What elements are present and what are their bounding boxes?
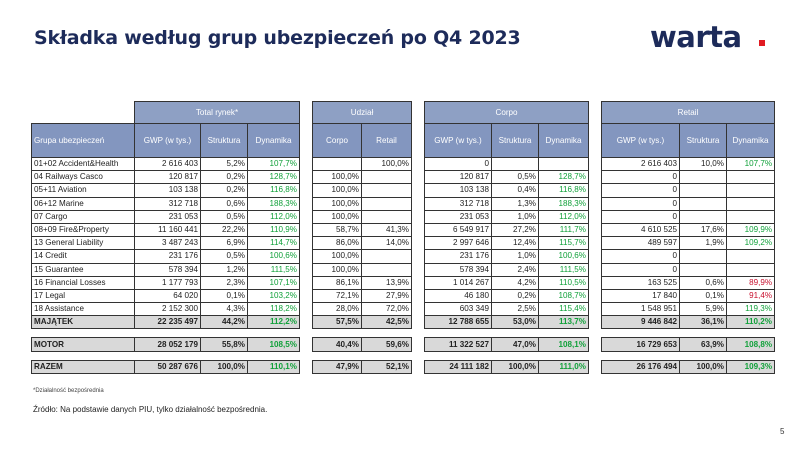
table-cell: 109,2% [727, 237, 775, 250]
table-cell: 108,1% [539, 338, 589, 351]
table-cell [680, 263, 727, 276]
table-cell: 50 287 676 [135, 360, 201, 373]
table-cell: 489 597 [602, 237, 680, 250]
table-cell: 4 610 525 [602, 223, 680, 236]
table-cell: 22 235 497 [135, 316, 201, 329]
table-cell: 116,8% [539, 184, 589, 197]
page-number: 5 [780, 427, 785, 436]
table-cell: 100,0% [680, 360, 727, 373]
table-cell: 16 729 653 [602, 338, 680, 351]
table-cell: 63,9% [680, 338, 727, 351]
table-row [32, 171, 775, 184]
table-cell: 0,1% [680, 289, 727, 302]
table-cell: 128,7% [539, 171, 589, 184]
table-cell: 111,7% [539, 223, 589, 236]
table-cell: 59,6% [362, 338, 412, 351]
row-label: RAZEM [32, 360, 135, 373]
table-cell [727, 184, 775, 197]
table-cell: 5,2% [201, 158, 248, 171]
table-cell: 0 [602, 184, 680, 197]
table-cell: 108,5% [248, 338, 300, 351]
table-cell: 107,7% [248, 158, 300, 171]
table-cell: 100,0% [313, 263, 362, 276]
table-cell: 6,9% [201, 237, 248, 250]
table-cell [727, 171, 775, 184]
row-label: 07 Cargo [32, 210, 135, 223]
logo-dot-icon [759, 40, 765, 46]
table-cell: 110,1% [248, 360, 300, 373]
table-cell: 119,3% [727, 303, 775, 316]
header-retail-gwp: GWP (w tys.) [602, 124, 680, 158]
warta-logo: warta [650, 20, 742, 54]
table-cell: 111,5% [539, 263, 589, 276]
table-cell: 1 014 267 [425, 276, 492, 289]
table-cell [727, 250, 775, 263]
table-cell: 2,5% [492, 303, 539, 316]
table-row [32, 237, 775, 250]
table-cell: 1,9% [680, 237, 727, 250]
table-cell: 27,2% [492, 223, 539, 236]
column-header-row [32, 124, 775, 158]
table-row [32, 223, 775, 236]
table-cell [492, 158, 539, 171]
table-cell: 108,7% [539, 289, 589, 302]
table-cell: 47,0% [492, 338, 539, 351]
table-cell: 9 446 842 [602, 316, 680, 329]
table-cell: 128,7% [248, 171, 300, 184]
table-cell [680, 210, 727, 223]
table-cell: 4,3% [201, 303, 248, 316]
table-cell: 0 [602, 210, 680, 223]
table-cell: 103 138 [135, 184, 201, 197]
table-cell: 89,9% [727, 276, 775, 289]
table-cell: 112,2% [248, 316, 300, 329]
row-label: MOTOR [32, 338, 135, 351]
table-cell: 231 053 [135, 210, 201, 223]
header-corpo-dynamics: Dynamika [539, 124, 589, 158]
table-cell: 28 052 179 [135, 338, 201, 351]
table-cell: 40,4% [313, 338, 362, 351]
table-cell [680, 250, 727, 263]
table-cell: 312 718 [135, 197, 201, 210]
table-cell: 55,8% [201, 338, 248, 351]
table-cell: 11 322 527 [425, 338, 492, 351]
table-cell: 188,3% [539, 197, 589, 210]
footnote: *Działalność bezpośrednia [33, 388, 104, 394]
table-cell [727, 210, 775, 223]
table-row [32, 197, 775, 210]
table-row [32, 184, 775, 197]
table-cell: 109,3% [727, 360, 775, 373]
table-cell: 86,0% [313, 237, 362, 250]
table-cell: 1,0% [492, 210, 539, 223]
table-cell: 0,2% [201, 171, 248, 184]
table-cell [362, 210, 412, 223]
group-retail: Retail [602, 102, 775, 124]
table-cell: 53,0% [492, 316, 539, 329]
table-row [32, 250, 775, 263]
table-cell: 72,1% [313, 289, 362, 302]
row-label: 08+09 Fire&Property [32, 223, 135, 236]
group-header-row [32, 102, 775, 124]
table-cell: 22,2% [201, 223, 248, 236]
table-cell: 46 180 [425, 289, 492, 302]
table-cell: 91,4% [727, 289, 775, 302]
table-cell: 0,5% [201, 210, 248, 223]
table-cell: 111,0% [539, 360, 589, 373]
table-cell: 0 [602, 263, 680, 276]
table-cell: 109,9% [727, 223, 775, 236]
table-cell: 0 [602, 250, 680, 263]
table-cell: 2,3% [201, 276, 248, 289]
header-retail-dynamics: Dynamika [727, 124, 775, 158]
table-cell: 12,4% [492, 237, 539, 250]
table-cell: 100,0% [313, 171, 362, 184]
table-row [32, 303, 775, 316]
table-cell: 231 176 [425, 250, 492, 263]
table-cell: 6 549 917 [425, 223, 492, 236]
table-cell: 58,7% [313, 223, 362, 236]
header-share-corpo: Corpo [313, 124, 362, 158]
table-cell: 2 997 646 [425, 237, 492, 250]
table-cell: 100,0% [362, 158, 412, 171]
table-cell: 116,8% [248, 184, 300, 197]
table-cell: 0,4% [492, 184, 539, 197]
table-row [32, 210, 775, 223]
table-cell: 12 788 655 [425, 316, 492, 329]
table-cell: 2 152 300 [135, 303, 201, 316]
table-row [32, 158, 775, 171]
row-label: 04 Railways Casco [32, 171, 135, 184]
header-corpo-structure: Struktura [492, 124, 539, 158]
table-cell: 1,2% [201, 263, 248, 276]
table-cell: 115,4% [539, 303, 589, 316]
table-cell: 120 817 [425, 171, 492, 184]
summary-row [32, 338, 775, 351]
table-cell [680, 197, 727, 210]
row-label: 06+12 Marine [32, 197, 135, 210]
table-cell: 4,2% [492, 276, 539, 289]
premium-table [31, 101, 775, 374]
table-cell: 14,0% [362, 237, 412, 250]
table-cell: 110,9% [248, 223, 300, 236]
table-cell: 64 020 [135, 289, 201, 302]
table-cell: 86,1% [313, 276, 362, 289]
table-cell: 100,0% [313, 197, 362, 210]
table-cell: 44,2% [201, 316, 248, 329]
table-cell: 27,9% [362, 289, 412, 302]
table-cell: 2 616 403 [602, 158, 680, 171]
table-cell [727, 263, 775, 276]
table-cell: 13,9% [362, 276, 412, 289]
row-label: 05+11 Aviation [32, 184, 135, 197]
table-cell: 103,2% [248, 289, 300, 302]
table-cell: 118,2% [248, 303, 300, 316]
header-total-dynamics: Dynamika [248, 124, 300, 158]
source-note: Źródło: Na podstawie danych PIU, tylko działalność bezpośrednia. [33, 405, 268, 414]
table-cell: 0,5% [201, 250, 248, 263]
table-cell: 112,0% [539, 210, 589, 223]
table-cell: 26 176 494 [602, 360, 680, 373]
table-cell [362, 171, 412, 184]
header-corpo-gwp: GWP (w tys.) [425, 124, 492, 158]
table-cell: 112,0% [248, 210, 300, 223]
table-cell: 72,0% [362, 303, 412, 316]
table-cell [539, 158, 589, 171]
row-label: 15 Guarantee [32, 263, 135, 276]
table-cell: 36,1% [680, 316, 727, 329]
summary-row [32, 316, 775, 329]
table-cell: 111,5% [248, 263, 300, 276]
table-cell: 0,2% [201, 184, 248, 197]
table-cell: 0,5% [492, 171, 539, 184]
group-total: Total rynek* [135, 102, 300, 124]
table-cell: 603 349 [425, 303, 492, 316]
table-cell: 100,6% [248, 250, 300, 263]
table-cell: 107,7% [727, 158, 775, 171]
table-cell: 163 525 [602, 276, 680, 289]
table-cell: 188,3% [248, 197, 300, 210]
table-cell: 110,2% [727, 316, 775, 329]
table-cell: 114,7% [248, 237, 300, 250]
row-label: MAJĄTEK [32, 316, 135, 329]
group-corpo: Corpo [425, 102, 589, 124]
table-cell: 47,9% [313, 360, 362, 373]
table-cell: 0 [425, 158, 492, 171]
table-cell: 231 053 [425, 210, 492, 223]
table-cell: 100,0% [492, 360, 539, 373]
row-label: 14 Credit [32, 250, 135, 263]
table-cell: 0,6% [201, 197, 248, 210]
row-label: 13 General Liability [32, 237, 135, 250]
header-retail-structure: Struktura [680, 124, 727, 158]
row-label: 17 Legal [32, 289, 135, 302]
table-cell [362, 197, 412, 210]
table-cell: 115,7% [539, 237, 589, 250]
row-label: 18 Assistance [32, 303, 135, 316]
table-cell [362, 184, 412, 197]
table-cell: 52,1% [362, 360, 412, 373]
table-cell: 17,6% [680, 223, 727, 236]
table-cell: 103 138 [425, 184, 492, 197]
table-cell: 113,7% [539, 316, 589, 329]
page-title: Składka według grup ubezpieczeń po Q4 2023 [34, 27, 521, 49]
table-cell: 231 176 [135, 250, 201, 263]
group-share: Udział [313, 102, 412, 124]
header-total-gwp: GWP (w tys.) [135, 124, 201, 158]
table-cell: 110,5% [539, 276, 589, 289]
table-cell: 3 487 243 [135, 237, 201, 250]
table-cell [362, 250, 412, 263]
table-cell: 108,8% [727, 338, 775, 351]
table-row [32, 276, 775, 289]
table-cell: 42,5% [362, 316, 412, 329]
table-cell [313, 158, 362, 171]
table-row [32, 289, 775, 302]
table-cell: 41,3% [362, 223, 412, 236]
table-cell: 2 616 403 [135, 158, 201, 171]
table-cell: 17 840 [602, 289, 680, 302]
table-cell: 100,0% [313, 210, 362, 223]
table-cell [680, 184, 727, 197]
table-cell: 100,0% [313, 250, 362, 263]
table-cell: 100,6% [539, 250, 589, 263]
table-cell: 2,4% [492, 263, 539, 276]
row-label: 16 Financial Losses [32, 276, 135, 289]
row-label: 01+02 Accident&Health [32, 158, 135, 171]
table-cell: 24 111 182 [425, 360, 492, 373]
table-cell: 1 177 793 [135, 276, 201, 289]
table-cell: 0,2% [492, 289, 539, 302]
header-name: Grupa ubezpieczeń [32, 124, 135, 158]
table-cell: 28,0% [313, 303, 362, 316]
header-total-structure: Struktura [201, 124, 248, 158]
table-cell: 0 [602, 197, 680, 210]
table-cell: 11 160 441 [135, 223, 201, 236]
table-cell: 578 394 [425, 263, 492, 276]
header-share-retail: Retail [362, 124, 412, 158]
table-cell: 10,0% [680, 158, 727, 171]
table-cell [680, 171, 727, 184]
table-cell: 0 [602, 171, 680, 184]
table-cell: 312 718 [425, 197, 492, 210]
table-cell: 0,6% [680, 276, 727, 289]
table-cell: 0,1% [201, 289, 248, 302]
table-cell: 120 817 [135, 171, 201, 184]
summary-row [32, 360, 775, 373]
table-cell: 5,9% [680, 303, 727, 316]
table-cell: 578 394 [135, 263, 201, 276]
table-cell: 107,1% [248, 276, 300, 289]
table-cell: 100,0% [201, 360, 248, 373]
table-cell: 57,5% [313, 316, 362, 329]
table-cell [362, 263, 412, 276]
table-cell: 1 548 951 [602, 303, 680, 316]
table-cell [727, 197, 775, 210]
table-row [32, 263, 775, 276]
table-cell: 100,0% [313, 184, 362, 197]
table-cell: 1,3% [492, 197, 539, 210]
table-cell: 1,0% [492, 250, 539, 263]
